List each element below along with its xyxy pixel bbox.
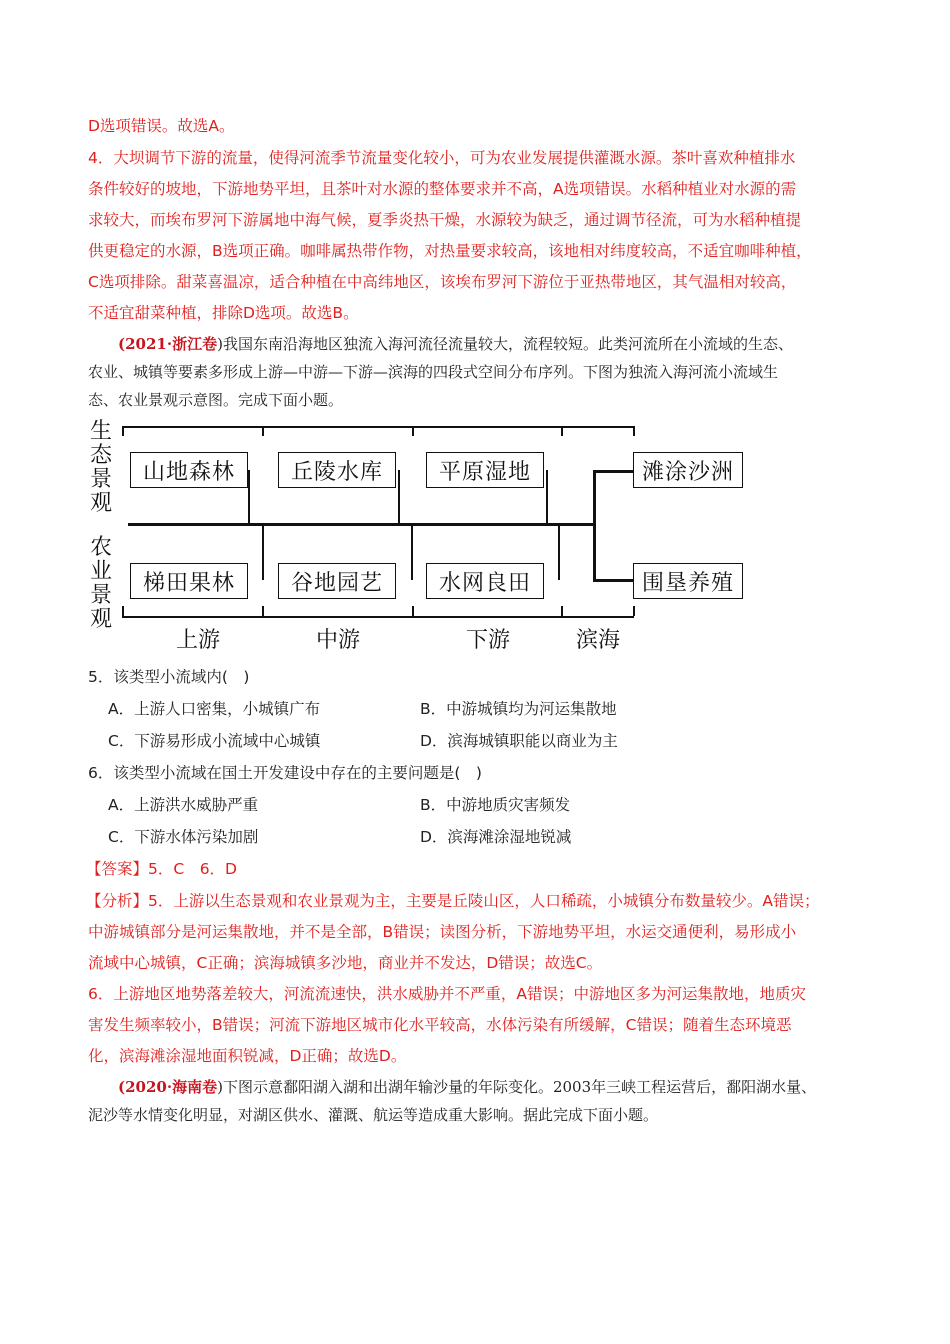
answer-line: 求较大，而埃布罗河下游属地中海气候，夏季炎热干燥，水源较为缺乏，通过调节径流，可为水稻种植提	[88, 211, 802, 229]
agri-label-char: 景	[89, 583, 112, 608]
answer-line: 不适宜甜菜种植，排除D选项。故选B。	[88, 304, 359, 322]
zone-coastal: 滨海	[575, 628, 620, 653]
eco-label	[88, 420, 114, 516]
analysis-line: 中游城镇部分是河运集散地，并不是全部，B错误；读图分析，下游地势平坦，水运交通便利，易形成小	[88, 923, 797, 941]
answer-line: 条件较好的坡地，下游地势平坦，且茶叶对水源的整体要求并不高，A选项错误。水稻种植业对水源的需	[88, 180, 797, 198]
source-open: (2020·	[118, 1078, 173, 1096]
agri-box-upstream: 梯田果林	[130, 563, 248, 599]
answer-label: 【答案】	[86, 860, 149, 878]
answer-line: 供更稳定的水源，B选项正确。咖啡属热带作物，对热量要求较高，该地相对纬度较高，不适宜咖啡种植，	[88, 242, 812, 260]
analysis-line: 害发生频率较小，B错误；河流下游地区城市化水平较高，水体污染有所缓解，C错误；随着生态环境恶	[88, 1016, 792, 1034]
analysis-line: 化，滨海滩涂湿地面积锐减，D正确；故选D。	[88, 1047, 407, 1065]
zone-downstream: 下游	[465, 628, 510, 653]
analysis-line: 流域中心城镇，C正确；滨海城镇多沙地，商业并不发达，D错误；故选C。	[88, 954, 603, 972]
intro-text: )我国东南沿海地区独流入海河流径流量较大，流程较短。此类河流所在小流域的生态、	[217, 335, 793, 353]
q6-option-b: B．中游地质灾害频发	[420, 796, 571, 814]
coastal-binder-top	[593, 470, 633, 473]
bottom-frame-line	[122, 616, 634, 618]
eco-box-coastal: 滩涂沙洲	[633, 452, 743, 488]
source-name: 海南卷	[172, 1078, 218, 1096]
landscape-diagram	[88, 418, 734, 658]
frame-tick	[561, 426, 563, 436]
question-intro	[118, 1077, 816, 1097]
eco-box-upstream: 山地森林	[130, 452, 248, 488]
q5-option-a: A．上游人口密集，小城镇广布	[108, 700, 321, 718]
source-name: 浙江卷	[172, 335, 218, 353]
connector	[262, 524, 264, 580]
coastal-binder	[593, 470, 596, 582]
question-intro	[118, 334, 793, 354]
agri-box-midstream: 谷地园艺	[278, 563, 396, 599]
q5-option-b: B．中游城镇均为河运集散地	[420, 700, 617, 718]
analysis-text: 5．上游以生态景观和农业景观为主，主要是丘陵山区，人口稀疏，小城镇分布数量较少。A错误；	[148, 892, 820, 910]
question-intro-line: 农业、城镇等要素多形成上游—中游—下游—滨海的四段式空间分布序列。下图为独流入海河流小流域生	[88, 363, 779, 381]
connector	[546, 470, 548, 524]
frame-tick	[122, 606, 124, 616]
connector	[558, 524, 560, 580]
analysis-line: 6．上游地区地势落差较大，河流流速快，洪水威胁并不严重，A错误；中游地区多为河运集散地，地质灾	[88, 985, 806, 1003]
answer-line: D选项错误。故选A。	[88, 117, 235, 135]
connector	[398, 470, 400, 524]
eco-label-char: 景	[89, 467, 112, 492]
q5-option-c: C．下游易形成小流域中心城镇	[108, 732, 321, 750]
frame-tick	[262, 606, 264, 616]
frame-tick	[262, 426, 264, 436]
q5-option-d: D．滨海城镇职能以商业为主	[420, 732, 618, 750]
main-axis	[128, 523, 595, 526]
agri-box-coastal: 围垦养殖	[633, 563, 743, 599]
analysis-row	[86, 891, 819, 911]
answer-line: 4．大坝调节下游的流量，使得河流季节流量变化较小，可为农业发展提供灌溉水源。茶叶喜欢种植排水	[88, 149, 796, 167]
q6-option-a: A．上游洪水威胁严重	[108, 796, 259, 814]
source-open: (2021·	[118, 335, 173, 353]
agri-label-char: 业	[89, 559, 112, 584]
coastal-binder-bottom	[593, 579, 633, 582]
zone-upstream: 上游	[175, 628, 220, 653]
agri-label-char: 观	[89, 607, 112, 632]
agri-label-char: 农	[89, 535, 112, 560]
question-6-stem: 6．该类型小流域在国土开发建设中存在的主要问题是( )	[88, 764, 482, 782]
question-intro-line: 态、农业景观示意图。完成下面小题。	[88, 391, 344, 409]
frame-tick	[122, 426, 124, 436]
analysis-label: 【分析】	[86, 892, 149, 910]
frame-tick	[633, 606, 635, 616]
frame-tick	[412, 606, 414, 616]
answer-line: C选项排除。甜菜喜温凉，适合种植在中高纬地区，该埃布罗河下游位于亚热带地区，其气温相对较高，	[88, 273, 797, 291]
agri-box-downstream: 水网良田	[426, 563, 544, 599]
answer-row	[86, 859, 237, 879]
agri-label	[88, 536, 114, 632]
frame-tick	[633, 426, 635, 436]
question-5-stem: 5．该类型小流域内( )	[88, 668, 250, 686]
eco-box-downstream: 平原湿地	[426, 452, 544, 488]
connector	[411, 524, 413, 580]
connector	[248, 470, 250, 524]
frame-tick	[561, 606, 563, 616]
eco-label-char: 态	[89, 443, 112, 468]
frame-tick	[412, 426, 414, 436]
eco-box-midstream: 丘陵水库	[278, 452, 396, 488]
intro-text: )下图示意鄱阳湖入湖和出湖年输沙量的年际变化。2003年三峡工程运营后，鄱阳湖水量、	[217, 1078, 817, 1096]
zone-midstream: 中游	[315, 628, 360, 653]
top-frame-line	[122, 426, 634, 428]
eco-label-char: 生	[89, 419, 112, 444]
answer-text: 5．C 6．D	[148, 860, 237, 878]
q6-option-c: C．下游水体污染加剧	[108, 828, 259, 846]
question-intro-line: 泥沙等水情变化明显，对湖区供水、灌溉、航运等造成重大影响。据此完成下面小题。	[88, 1106, 659, 1124]
eco-label-char: 观	[89, 491, 112, 516]
q6-option-d: D．滨海滩涂湿地锐减	[420, 828, 572, 846]
